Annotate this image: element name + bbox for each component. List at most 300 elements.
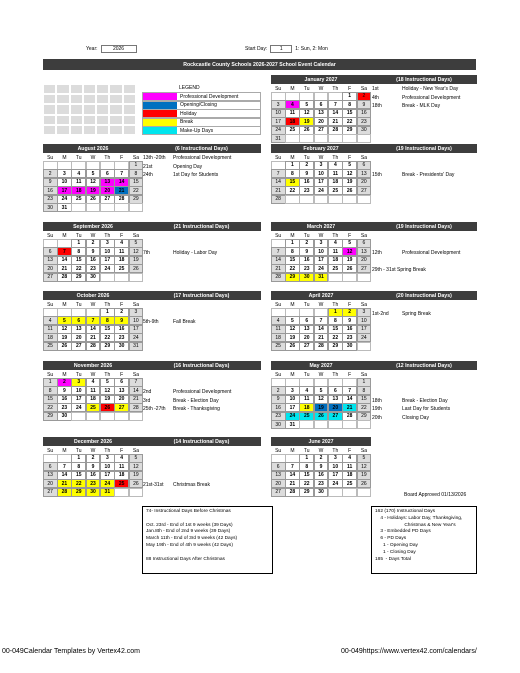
day-cell: 11	[86, 386, 101, 395]
day-cell: 19	[129, 256, 144, 265]
day-cell: 9	[86, 462, 101, 471]
placeholder-cell	[43, 104, 56, 114]
day-cell: 26	[129, 479, 144, 488]
day-cell: 5	[299, 100, 314, 109]
weekday-header: W	[90, 232, 96, 239]
day-cell: 14	[328, 109, 343, 118]
placeholder-cell	[43, 84, 56, 94]
note-line: 162 (170) Instructional Days	[375, 509, 435, 514]
day-cell: 28	[328, 126, 343, 135]
weekday-header: Sa	[360, 85, 367, 92]
start-day-input[interactable]: 1	[270, 45, 292, 53]
day-cell: 15	[299, 471, 314, 480]
day-cell: 25	[285, 126, 300, 135]
day-cell: 15	[71, 471, 86, 480]
day-cell: 6	[357, 161, 372, 170]
note-line: 4 - Holidays: Labor Day, Thanksgiving,	[375, 515, 463, 521]
instructional-days-february-2027: (19 Instructional Days)	[371, 144, 477, 153]
day-cell: 1	[43, 378, 58, 387]
month-title-march-2027: March 2027	[271, 222, 371, 231]
day-cell: 24	[314, 264, 329, 273]
legend-label: Break	[180, 119, 194, 125]
day-cell: 10	[285, 395, 300, 404]
empty-cell	[342, 420, 357, 429]
day-cell: 11	[342, 462, 357, 471]
weekday-header: Sa	[132, 301, 139, 308]
day-cell: 5	[86, 169, 101, 178]
day-cell: 13	[71, 325, 86, 334]
events-october-2026	[143, 301, 262, 327]
day-cell: 6	[114, 378, 129, 387]
footer-right: 00-049https://www.vertex42.com/calendars/	[341, 648, 477, 655]
empty-cell	[328, 195, 343, 204]
empty-cell	[328, 420, 343, 429]
day-cell: 3	[271, 100, 286, 109]
placeholder-cell	[43, 94, 56, 104]
calendar-grid-september-2026	[43, 232, 143, 282]
day-cell: 8	[328, 316, 343, 325]
day-cell: 7	[271, 169, 286, 178]
event-date	[372, 380, 402, 389]
placeholder-cell	[70, 125, 83, 135]
empty-cell	[328, 134, 343, 143]
weekday-header: Su	[275, 154, 282, 161]
day-cell: 25	[342, 479, 357, 488]
day-cell: 26	[342, 264, 357, 273]
weekday-header: Sa	[132, 371, 139, 378]
event-date: 24th	[143, 172, 153, 179]
day-cell: 16	[342, 325, 357, 334]
event-date	[143, 464, 173, 473]
event-date	[372, 388, 402, 397]
day-cell: 30	[271, 420, 286, 429]
start-day-hint: 1: Sun, 2: Mon	[295, 46, 328, 52]
day-cell: 15	[71, 256, 86, 265]
placeholder-cell	[70, 84, 83, 94]
day-cell: 24	[328, 479, 343, 488]
day-cell: 16	[57, 395, 72, 404]
day-cell: 25	[114, 264, 129, 273]
day-cell: 7	[129, 378, 144, 387]
day-cell: 5	[357, 454, 372, 463]
day-cell: 1	[285, 239, 300, 248]
day-cell: 30	[342, 342, 357, 351]
day-cell: 13	[100, 178, 115, 187]
day-cell: 4	[299, 386, 314, 395]
event-date: 25th -27th	[143, 406, 166, 413]
day-cell: 6	[100, 169, 115, 178]
day-cell: 28	[129, 403, 144, 412]
footer-left: 00-049Calendar Templates by Vertex42.com	[2, 648, 141, 655]
day-cell: 10	[129, 316, 144, 325]
day-cell: 27	[43, 488, 58, 497]
day-cell: 17	[285, 403, 300, 412]
events-may-2027	[372, 371, 478, 423]
weekday-header: Su	[275, 447, 282, 454]
weekday-header: Su	[275, 232, 282, 239]
empty-cell	[328, 273, 343, 282]
weekday-header: Su	[275, 371, 282, 378]
calendar-grid-october-2026	[43, 301, 143, 351]
day-cell: 5	[314, 386, 329, 395]
placeholder-cell	[83, 115, 96, 125]
day-cell: 2	[271, 386, 286, 395]
day-cell: 13	[314, 109, 329, 118]
instructional-days-november-2026: (16 Instructional Days)	[142, 361, 261, 370]
weekday-header: Th	[104, 371, 111, 378]
day-cell: 20	[314, 117, 329, 126]
weekday-header: M	[290, 154, 295, 161]
day-cell: 16	[86, 471, 101, 480]
day-cell: 18	[285, 117, 300, 126]
note-line	[146, 516, 269, 523]
day-cell: 23	[314, 479, 329, 488]
day-cell: 10	[314, 169, 329, 178]
event-label: Closing Day	[402, 414, 429, 421]
start-day-control	[245, 45, 328, 53]
weekday-header: Su	[47, 371, 54, 378]
placeholder-cell	[109, 84, 122, 94]
day-cell: 15	[129, 178, 144, 187]
day-cell: 11	[299, 395, 314, 404]
day-cell: 19	[299, 117, 314, 126]
day-cell: 29	[129, 195, 144, 204]
event-label	[173, 456, 262, 465]
day-cell: 11	[71, 178, 86, 187]
weekday-header: M	[62, 371, 67, 378]
day-cell: 8	[71, 247, 86, 256]
legend-label: Opening/Closing	[180, 102, 217, 108]
event-date	[143, 232, 173, 241]
event-label	[402, 163, 478, 172]
day-cell: 1	[328, 308, 343, 317]
placeholder-cell	[83, 84, 96, 94]
day-cell: 18	[299, 403, 314, 412]
day-cell: 19	[129, 471, 144, 480]
legend-label: Make-Up Days	[180, 127, 214, 134]
day-cell: 31	[129, 342, 144, 351]
event-label	[402, 232, 478, 241]
event-label: Holiday - Labor Day	[173, 250, 218, 257]
instructional-days-august-2026: (6 Instructional Days)	[142, 144, 261, 153]
day-cell: 30	[299, 273, 314, 282]
day-cell: 4	[285, 100, 300, 109]
empty-cell	[71, 203, 86, 212]
empty-cell	[299, 134, 314, 143]
event-label: Professional Development	[173, 155, 232, 161]
instructional-days-january-2027: (18 Instructional Days)	[371, 75, 477, 84]
calendar-grid-march-2027	[271, 232, 371, 282]
event-label	[402, 258, 478, 267]
day-cell: 9	[314, 462, 329, 471]
day-cell: 14	[57, 471, 72, 480]
day-cell: 19	[57, 333, 72, 342]
day-cell: 2	[342, 308, 357, 317]
day-cell: 7	[271, 247, 286, 256]
day-cell: 19	[100, 395, 115, 404]
day-cell: 20	[271, 479, 286, 488]
day-cell: 17	[100, 256, 115, 265]
year-control	[86, 45, 137, 53]
day-cell: 9	[271, 395, 286, 404]
day-cell: 3	[100, 454, 115, 463]
day-cell: 15	[100, 325, 115, 334]
day-cell: 8	[129, 169, 144, 178]
empty-cell	[314, 195, 329, 204]
event-date: 19th	[372, 406, 382, 413]
month-title-december-2026: December 2026	[43, 437, 143, 446]
event-label	[173, 241, 262, 250]
event-date	[372, 232, 402, 241]
day-cell: 14	[57, 256, 72, 265]
weekday-header: Th	[104, 301, 111, 308]
event-date: 5th-9th	[143, 319, 159, 326]
empty-cell	[314, 134, 329, 143]
placeholder-grid	[43, 84, 136, 135]
day-cell: 2	[43, 169, 58, 178]
note-line: Christmas & New Year's	[375, 522, 456, 528]
day-cell: 26	[299, 126, 314, 135]
day-cell: 31	[314, 273, 329, 282]
legend-swatch	[143, 93, 177, 100]
day-cell: 28	[57, 488, 72, 497]
weekday-header: F	[120, 371, 124, 378]
day-cell: 9	[299, 169, 314, 178]
day-cell: 27	[100, 195, 115, 204]
weekday-header: Tu	[303, 232, 310, 239]
day-cell: 25	[328, 264, 343, 273]
weekday-header: Tu	[303, 85, 310, 92]
day-cell: 17	[100, 471, 115, 480]
empty-cell	[114, 203, 129, 212]
day-cell: 10	[100, 247, 115, 256]
day-cell: 5	[129, 239, 144, 248]
weekday-header: Su	[47, 447, 54, 454]
day-cell: 27	[299, 342, 314, 351]
day-cell: 6	[71, 316, 86, 325]
instructional-days-april-2027: (20 Instructional Days)	[371, 291, 477, 300]
empty-cell	[86, 412, 101, 421]
day-cell: 26	[357, 479, 372, 488]
day-cell: 18	[86, 395, 101, 404]
weekday-header: Tu	[75, 447, 82, 454]
event-date: 3rd	[143, 397, 151, 404]
day-cell: 6	[271, 462, 286, 471]
day-cell: 7	[57, 247, 72, 256]
events-january-2027	[372, 85, 478, 111]
day-cell: 12	[57, 325, 72, 334]
day-cell: 9	[357, 100, 372, 109]
day-cell: 2	[299, 161, 314, 170]
event-label: 1st Day for Students	[173, 172, 219, 179]
day-cell: 23	[357, 117, 372, 126]
weekday-header: Tu	[75, 232, 82, 239]
weekday-header: F	[120, 447, 124, 454]
day-cell: 16	[43, 186, 58, 195]
month-title-november-2026: November 2026	[43, 361, 143, 370]
weekday-header: M	[290, 301, 295, 308]
placeholder-cell	[70, 104, 83, 114]
day-cell: 22	[328, 333, 343, 342]
weekday-header: W	[90, 301, 96, 308]
day-cell: 7	[328, 100, 343, 109]
event-date: 1st-2nd	[372, 310, 389, 317]
day-cell: 30	[57, 412, 72, 421]
day-cell: 10	[71, 386, 86, 395]
legend-item	[142, 126, 261, 135]
day-cell: 16	[314, 471, 329, 480]
day-cell: 17	[328, 471, 343, 480]
day-cell: 12	[129, 462, 144, 471]
empty-cell	[299, 420, 314, 429]
day-cell: 3	[314, 239, 329, 248]
day-cell: 3	[129, 308, 144, 317]
event-label: Professional Development	[402, 250, 461, 257]
weekday-header: F	[348, 232, 352, 239]
day-cell: 22	[342, 117, 357, 126]
placeholder-cell	[96, 115, 109, 125]
empty-cell	[129, 488, 144, 497]
event-label	[173, 473, 262, 482]
day-cell: 16	[86, 256, 101, 265]
weekday-header: Sa	[132, 447, 139, 454]
legend	[142, 84, 261, 135]
day-cell: 22	[285, 264, 300, 273]
day-cell: 24	[285, 412, 300, 421]
note-line: May 19th - End of 4th 9 weeks (42 Days)	[146, 542, 233, 548]
day-cell: 21	[271, 264, 286, 273]
day-cell: 20	[71, 333, 86, 342]
event-date: 20th	[372, 414, 382, 421]
day-cell: 15	[43, 395, 58, 404]
day-cell: 13	[114, 386, 129, 395]
event-date	[143, 380, 173, 389]
day-cell: 6	[357, 239, 372, 248]
day-cell: 25	[114, 479, 129, 488]
weekday-header: F	[120, 232, 124, 239]
day-cell: 30	[86, 273, 101, 282]
weekday-header: W	[318, 154, 324, 161]
day-cell: 22	[299, 479, 314, 488]
placeholder-cell	[123, 84, 136, 94]
weekday-header: Sa	[360, 301, 367, 308]
event-label: Break - MLK Day	[402, 103, 441, 110]
note-line: 1 - Opening Day	[375, 542, 418, 548]
day-cell: 1	[100, 308, 115, 317]
day-cell: 1	[299, 454, 314, 463]
day-cell: 27	[314, 126, 329, 135]
day-cell: 21	[114, 186, 129, 195]
day-cell: 22	[285, 186, 300, 195]
placeholder-cell	[83, 104, 96, 114]
day-cell: 29	[285, 273, 300, 282]
day-cell: 5	[129, 454, 144, 463]
day-cell: 4	[114, 239, 129, 248]
month-title-april-2027: April 2027	[271, 291, 371, 300]
day-cell: 26	[86, 195, 101, 204]
day-cell: 18	[328, 256, 343, 265]
weekday-header: Tu	[303, 154, 310, 161]
event-label: Break - Thanksgiving	[173, 406, 220, 413]
placeholder-cell	[56, 115, 69, 125]
day-cell: 4	[43, 316, 58, 325]
day-cell: 15	[328, 325, 343, 334]
day-cell: 1	[285, 161, 300, 170]
calendar-grid-may-2027	[271, 371, 371, 429]
weekday-header: F	[348, 301, 352, 308]
day-cell: 3	[285, 386, 300, 395]
weekday-header: M	[62, 447, 67, 454]
note-line: March 11th - End of 3rd 9 weeks (42 Days)	[146, 536, 238, 542]
empty-cell	[357, 342, 372, 351]
placeholder-cell	[123, 125, 136, 135]
event-date: 21st	[143, 163, 153, 170]
day-cell: 20	[357, 256, 372, 265]
day-cell: 25	[43, 342, 58, 351]
placeholder-cell	[109, 125, 122, 135]
weekday-header: F	[120, 154, 124, 161]
day-cell: 24	[271, 126, 286, 135]
event-date: 18th	[372, 103, 382, 110]
event-label: Break - Presidents' Day	[402, 172, 455, 179]
day-cell: 20	[357, 178, 372, 187]
empty-cell	[357, 420, 372, 429]
day-cell: 6	[314, 100, 329, 109]
empty-cell	[129, 203, 144, 212]
board-approved: Board Approved 01/13/2026	[404, 492, 467, 498]
weekday-header: W	[318, 447, 324, 454]
weekday-header: W	[318, 301, 324, 308]
event-date	[372, 154, 402, 163]
day-cell: 3	[328, 454, 343, 463]
event-date	[372, 241, 402, 250]
day-cell: 27	[43, 273, 58, 282]
placeholder-cell	[56, 94, 69, 104]
day-cell: 12	[299, 109, 314, 118]
empty-cell	[100, 203, 115, 212]
event-label: Christmas Break	[173, 482, 210, 489]
calendar-grid-december-2026	[43, 447, 143, 497]
calendar-grid-january-2027	[271, 85, 371, 143]
event-date: 13th -20th	[143, 155, 166, 161]
event-label: Spring Break	[402, 310, 431, 317]
empty-cell	[129, 273, 144, 282]
day-cell: 24	[129, 333, 144, 342]
day-cell: 8	[100, 316, 115, 325]
day-cell: 12	[342, 247, 357, 256]
day-cell: 23	[86, 264, 101, 273]
placeholder-cell	[96, 94, 109, 104]
event-date	[372, 371, 402, 380]
day-cell: 9	[299, 247, 314, 256]
event-label: Opening Day	[173, 163, 203, 170]
legend-swatch	[143, 102, 177, 109]
empty-cell	[285, 134, 300, 143]
day-cell: 15	[285, 256, 300, 265]
day-cell: 13	[43, 471, 58, 480]
events-april-2027	[372, 301, 478, 318]
day-cell: 8	[299, 462, 314, 471]
day-cell: 23	[299, 186, 314, 195]
weekday-header: Tu	[75, 371, 82, 378]
day-cell: 24	[100, 264, 115, 273]
day-cell: 10	[57, 178, 72, 187]
year-input[interactable]: 2026	[101, 45, 137, 53]
event-date: 15th	[372, 172, 382, 179]
day-cell: 12	[86, 178, 101, 187]
day-cell: 18	[43, 333, 58, 342]
event-label: Break - Election Day	[402, 397, 448, 404]
